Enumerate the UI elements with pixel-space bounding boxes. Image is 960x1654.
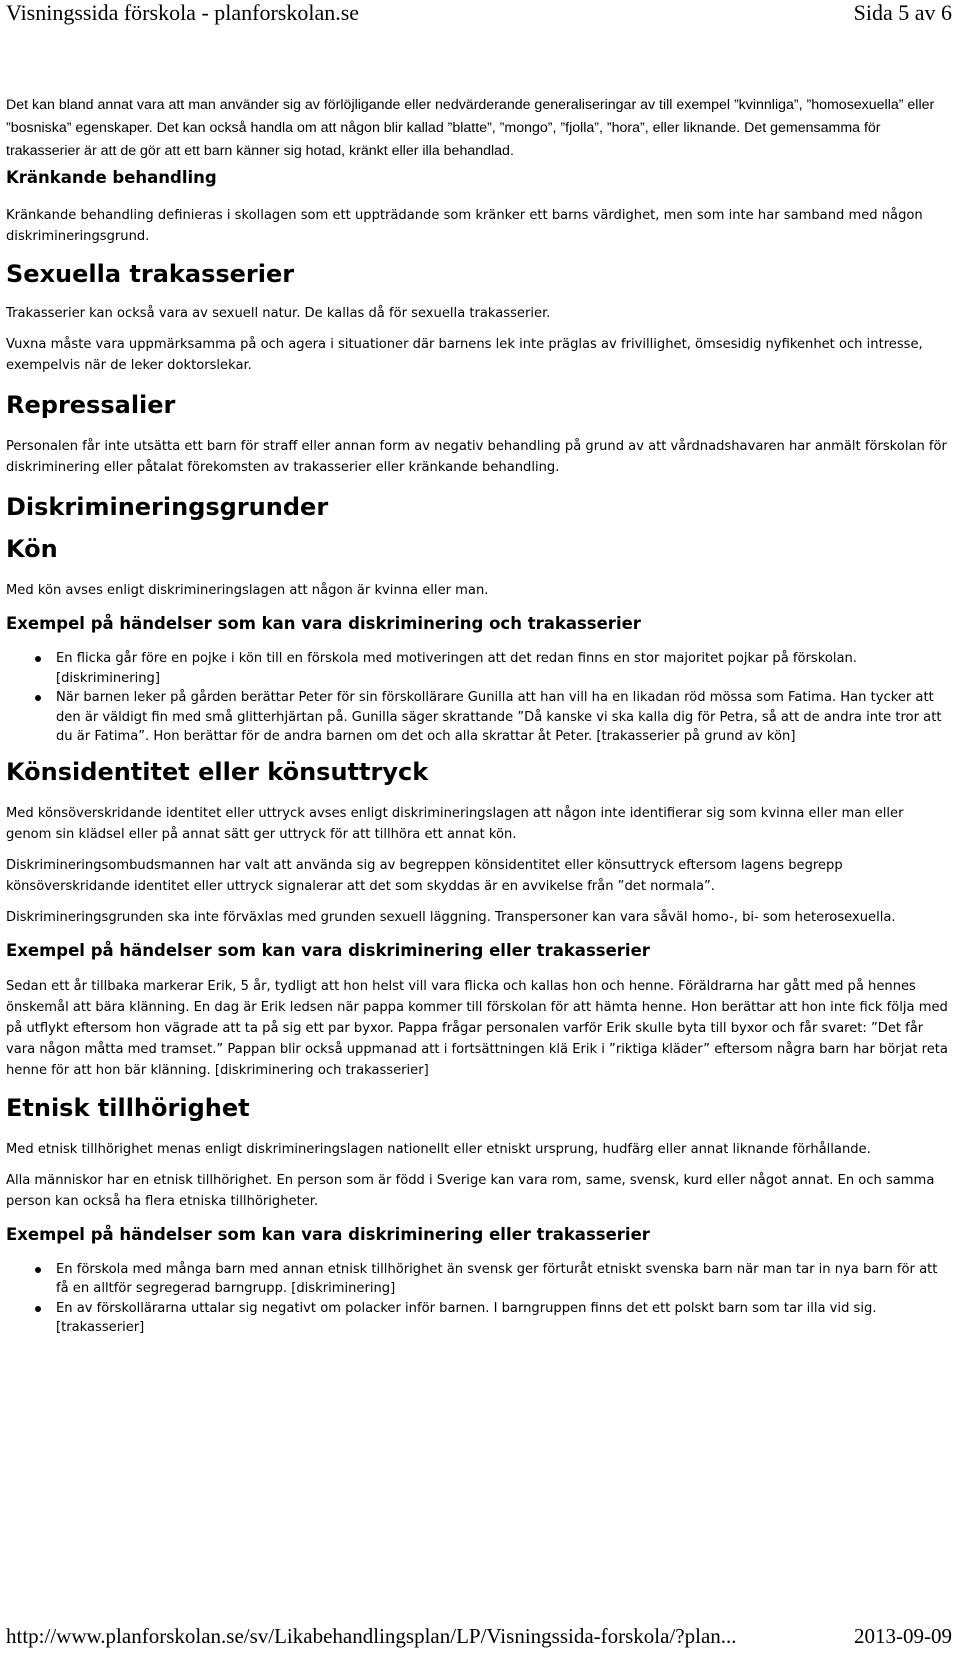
repressalier-text: Personalen får inte utsätta ett barn för straff eller annan form av negativ behandling på grund av att vårdnadshavaren har anmält förskolan för diskriminering eller påtalat förekomsten av trakasserier eller kränkande behandling. xyxy=(6,439,947,475)
etnisk-text-2: Alla människor har en etnisk tillhörighet. En person som är född i Sverige kan vara rom, same, svensk, kurd eller något annat. En och samma person kan också ha flera etniska tillhörigheter. xyxy=(6,1172,935,1209)
sexuella-text-2: Vuxna måste vara uppmärksamma på och agera i situationer där barnens lek inte präglas av frivillighet, ömsesidig nyfikenhet och intresse, exempelvis när de leker doktorslekar. xyxy=(6,337,923,373)
document-body xyxy=(6,94,948,1348)
etnisk-examples-list xyxy=(6,1260,948,1338)
heading-konsidentitet-examples: Exempel på händelser som kan vara diskriminering eller trakasserier xyxy=(6,940,650,960)
kon-examples-list xyxy=(6,649,948,747)
konsidentitet-example-text: Sedan ett år tillbaka markerar Erik, 5 år, tydligt att hon helst vill vara flicka och kallas hon och henne. Föräldrarna har gått med på hennes önskemål att bära klänning. En dag är Erik ledsen när pappa kommer till förskolan för att hämta henne. Hon berättar att hon inte fick följa med på utflykt eftersom hon vägrade att ta på sig ett par byxor. Pappa frågar personalen varför Erik skulle byta till byxor och får svaret: ”Det får vara någon måtta med tramset.” Pappan blir också uppmanad att i fortsättningen klä Erik i ”riktiga kläder” eftersom några barn har börjat reta henne för att hon bär klänning. [diskriminering och trakasserier] xyxy=(6,978,948,1078)
heading-etnisk-tillhorighet: Etnisk tillhörighet xyxy=(6,1093,250,1122)
page-footer xyxy=(0,1623,960,1653)
heading-kon-examples: Exempel på händelser som kan vara diskriminering och trakasserier xyxy=(6,614,641,633)
konsidentitet-text-1: Med könsöverskridande identitet eller uttryck avses enligt diskrimineringslagen att någon inte identifierar sig som kvinna eller man eller genom sin klädsel eller på annat sätt ger uttryck för att tillhöra ett annat kön. xyxy=(6,805,904,842)
header-page-number: Sida 5 av 6 xyxy=(853,0,952,25)
sexuella-text-1: Trakasserier kan också vara av sexuell natur. De kallas då för sexuella trakasserier. xyxy=(6,306,551,321)
heading-konsidentitet: Könsidentitet eller könsuttryck xyxy=(6,757,429,786)
heading-etnisk-examples: Exempel på händelser som kan vara diskriminering eller trakasserier xyxy=(6,1224,650,1244)
etnisk-text-1: Med etnisk tillhörighet menas enligt diskrimineringslagen nationellt eller etniskt ursprung, hudfärg eller annat liknande förhållande. xyxy=(6,1141,871,1157)
list-item: En av förskollärarna uttalar sig negativt om polacker inför barnen. I barngruppen finns det ett polskt barn som tar illa vid sig. [trakasserier] xyxy=(56,1299,948,1338)
footer-date: 2013-09-09 xyxy=(854,1624,952,1648)
heading-sexuella-trakasserier: Sexuella trakasserier xyxy=(6,260,295,288)
intro-paragraph: Det kan bland annat vara att man använder sig av förlöjligande eller nedvärderande generaliseringar av till exempel ”kvinnliga”, ”homosexuella” eller ”bosniska” egenskaper. Det kan också handla om att någon blir kallad ”blatte”, ”mongo”, ”fjolla”, ”hora”, eller liknande. Det gemensamma för trakasserier är att de gör att ett barn känner sig hotad, kränkt eller illa behandlad. xyxy=(6,97,935,159)
list-item: En förskola med många barn med annan etnisk tillhörighet än svensk ger förturåt etniskt svenska barn när man tar in nya barn för att få en alltför segregerad barngrupp. [diskriminering] xyxy=(56,1260,948,1299)
heading-repressalier: Repressalier xyxy=(6,391,176,419)
kon-text: Med kön avses enligt diskrimineringslagen att någon är kvinna eller man. xyxy=(6,583,489,598)
page-header xyxy=(0,0,960,30)
list-item: En flicka går före en pojke i kön till en förskola med motiveringen att det redan finns en stor majoritet pojkar på förskolan. [diskriminering] xyxy=(56,649,948,688)
heading-diskrimineringsgrunder: Diskrimineringsgrunder xyxy=(6,493,329,521)
footer-url: http://www.planforskolan.se/sv/Likabehandlingsplan/LP/Visningssida-forskola/?plan... xyxy=(6,1624,737,1648)
heading-kon: Kön xyxy=(6,535,58,563)
heading-krankande-behandling: Kränkande behandling xyxy=(6,168,217,187)
konsidentitet-text-2: Diskrimineringsombudsmannen har valt att använda sig av begreppen könsidentitet eller könsuttryck eftersom lagens begrepp könsöverskridande identitet eller uttryck signalerar att det som skyddas är en avvikelse från ”det normala”. xyxy=(6,857,843,894)
header-title: Visningssida förskola - planforskolan.se xyxy=(6,0,360,25)
krankande-text: Kränkande behandling definieras i skollagen som ett uppträdande som kränker ett barns värdighet, men som inte har samband med någon diskrimineringsgrund. xyxy=(6,208,923,244)
list-item: När barnen leker på gården berättar Peter för sin förskollärare Gunilla att han vill ha en likadan röd mössa som Fatima. Han tycker att den är väldigt fin med små glitterhjärtan på. Gunilla säger skrattande ”Då kanske vi ska kalla dig för Petra, så att de andra inte tror att du är Fatima”. Hon berättar för de andra barnen om det och alla skrattar åt Peter. [trakasserier på grund av kön] xyxy=(56,688,948,747)
konsidentitet-text-3: Diskrimineringsgrunden ska inte förväxlas med grunden sexuell läggning. Transpersoner kan vara såväl homo-, bi- som heterosexuella. xyxy=(6,909,896,925)
